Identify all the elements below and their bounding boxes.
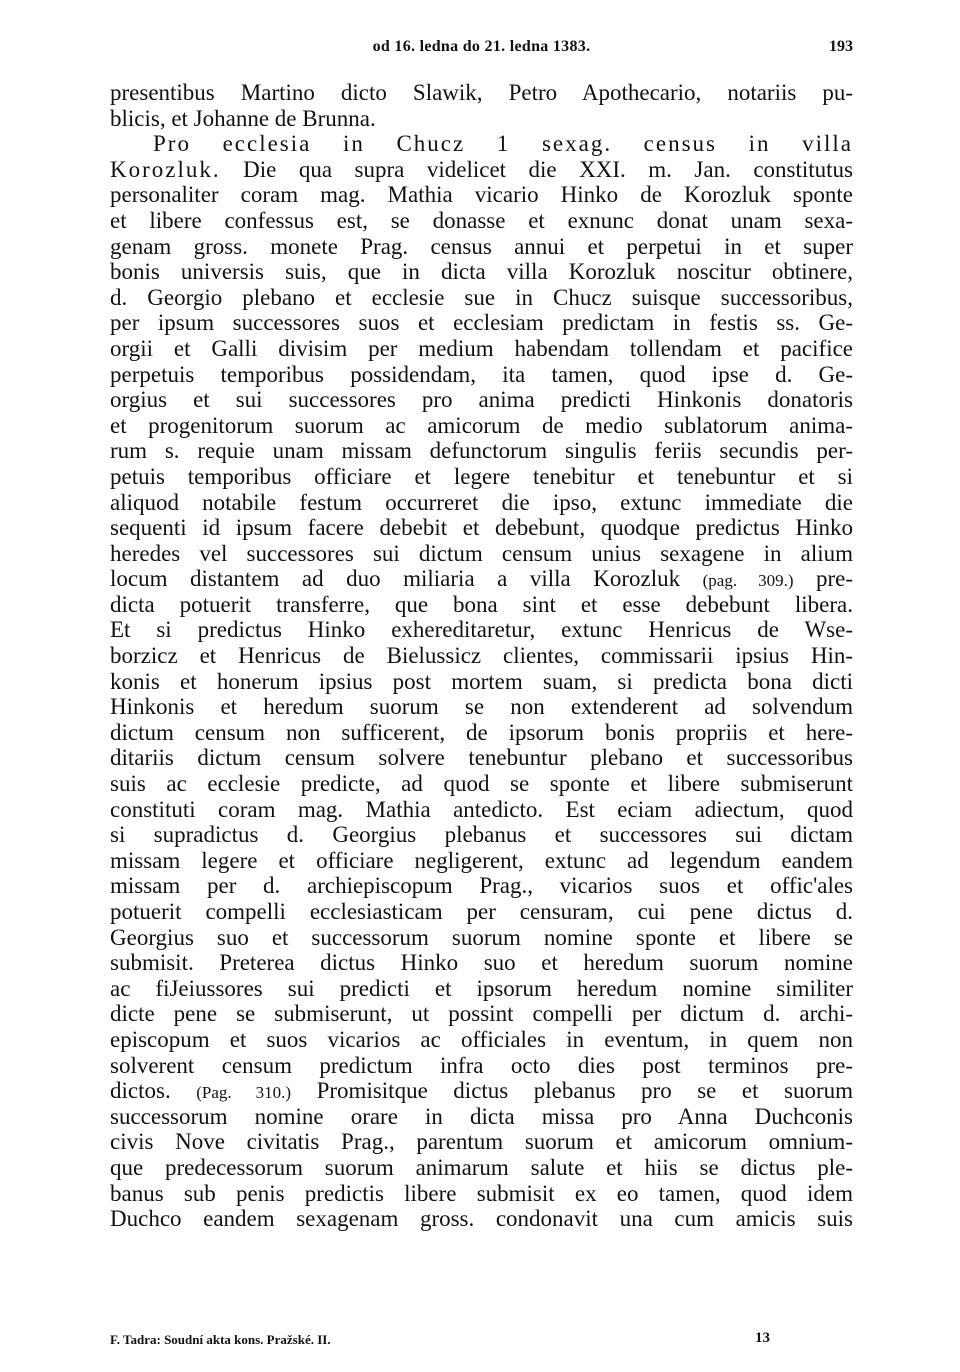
page-reference: (Pag. 310.) — [196, 1083, 292, 1103]
text-line: orgius et sui successores pro anima predicti Hinkonis donatoris — [110, 387, 853, 413]
text-line: missam legere et officiare negligerent, extunc ad legendum eandem — [110, 847, 853, 873]
text-line: orgii et Galli divisim per medium habendam tollendam et pacifice — [110, 335, 853, 361]
text-line: Duchco eandem sexagenam gross. condonavit una cum amicis suis — [110, 1206, 853, 1232]
text-line: rum s. requie unam missam defunctorum singulis feriis secundis per- — [110, 438, 853, 464]
text-line: perpetuis temporibus possidendam, ita tamen, quod ipse d. Ge- — [110, 361, 853, 387]
text-line: sequenti id ipsum facere debebit et debebunt, quodque predictus Hinko — [110, 515, 853, 541]
document-page — [110, 30, 853, 1360]
text-line: dicta potuerit transferre, que bona sint et esse debebunt libera. — [110, 591, 853, 617]
text-line: suis ac ecclesie predicte, ad quod se sponte et libere submiserunt — [110, 771, 853, 797]
page-footer — [110, 1332, 853, 1354]
text-line: ditariis dictum censum solvere tenebuntur plebano et successoribus — [110, 745, 853, 771]
line-text: locum distantem ad duo miliaria a villa Korozluk — [110, 566, 681, 592]
running-header — [110, 30, 853, 66]
text-line: submisit. Preterea dictus Hinko suo et heredum suorum nomine — [110, 950, 853, 976]
text-line: borzicz et Henricus de Bielussicz clientes, commissarii ipsius Hin- — [110, 643, 853, 669]
text-line: dicte pene se submiserunt, ut possint compelli per dictum d. archi- — [110, 1001, 853, 1027]
text-line: et progenitorum suorum ac amicorum de medio sublatorum anima- — [110, 412, 853, 438]
line-text: dictos. — [110, 1078, 171, 1104]
text-line: aliquod notabile festum occurreret die ipso, extunc immediate die — [110, 489, 853, 515]
text-line: successorum nomine orare in dicta missa pro Anna Duchconis — [110, 1103, 853, 1129]
text-line: heredes vel successores sui dictum censum unius sexagene in alium — [110, 540, 853, 566]
text-line: si supradictus d. Georgius plebanus et successores sui dictam — [110, 822, 853, 848]
source-citation: F. Tadra: Soudní akta kons. Pražské. II. — [110, 1332, 331, 1347]
text-line: Hinkonis et heredum suorum se non extenderent ad solvendum — [110, 694, 853, 720]
text-line: solverent censum predictum infra octo dies post terminos pre- — [110, 1052, 853, 1078]
text-line: episcopum et suos vicarios ac officiales in eventum, in quem non — [110, 1026, 853, 1052]
line-text: pre- — [815, 566, 854, 592]
text-line: blicis, et Johanne de Brunna. — [110, 105, 376, 131]
line-text: Promisitque dictus plebanus pro se et suorum — [316, 1078, 854, 1104]
text-line: banus sub penis predictis libere submisit ex eo tamen, quod idem — [110, 1180, 853, 1206]
text-line: konis et honerum ipsius post mortem suam, si predicta bona dicti — [110, 668, 853, 694]
text-line: presentibus Martino dicto Slawik, Petro Apothecario, notariis pu- — [110, 80, 853, 105]
text-line — [110, 157, 853, 183]
text-line: civis Nove civitatis Prag., parentum suorum et amicorum omnium- — [110, 1129, 853, 1155]
running-title: od 16. ledna do 21. ledna 1383. — [372, 38, 591, 55]
text-line: constituti coram mag. Mathia antedicto. Est eciam adiectum, quod — [110, 796, 853, 822]
text-line: d. Georgio plebano et ecclesie sue in Chucz suisque successoribus, — [110, 284, 853, 310]
body-text — [110, 80, 853, 1232]
page-number: 193 — [829, 38, 853, 55]
text-line: missam per d. archiepiscopum Prag., vicarios suos et offic'ales — [110, 873, 853, 899]
text-line: bonis universis suis, que in dicta villa Korozluk noscitur obtinere, — [110, 259, 853, 285]
page-reference: (pag. 309.) — [702, 571, 794, 591]
text-line: ac fiJeiussores sui predicti et ipsorum heredum nomine similiter — [110, 975, 853, 1001]
text-line: Georgius suo et successorum suorum nomine sponte et libere se — [110, 924, 853, 950]
text-line: dictum censum non sufficerent, de ipsorum bonis propriis et here- — [110, 719, 853, 745]
text-line — [110, 1078, 853, 1104]
text-line: potuerit compelli ecclesiasticam per censuram, cui pene dictus d. — [110, 899, 853, 924]
text-line: per ipsum successores suos et ecclesiam predictam in festis ss. Ge- — [110, 310, 853, 336]
text-line: Et si predictus Hinko exhereditaretur, extunc Henricus de Wse- — [110, 617, 853, 643]
text-line: genam gross. monete Prag. census annui et perpetui in et super — [110, 233, 853, 259]
text-line: que predecessorum suorum animarum salute et hiis se dictus ple- — [110, 1154, 853, 1180]
text-line: et libere confessus est, se donasse et exnunc donat unam sexa- — [110, 207, 853, 233]
signature-mark: 13 — [755, 1330, 770, 1346]
text-line — [110, 566, 853, 592]
text-line: personaliter coram mag. Mathia vicario Hinko de Korozluk sponte — [110, 182, 853, 208]
entry-heading-continued: Korozluk. Die qua supra videlicet die XXI. m. Jan. constitutus — [110, 156, 853, 182]
entry-heading-place: Korozluk. — [110, 156, 221, 182]
entry-heading-line — [110, 131, 853, 157]
entry-heading: Pro ecclesia in Chucz 1 sexag. census in villa — [153, 131, 853, 157]
text-line: petuis temporibus officiare et legere tenebitur et tenebuntur et si — [110, 463, 853, 489]
